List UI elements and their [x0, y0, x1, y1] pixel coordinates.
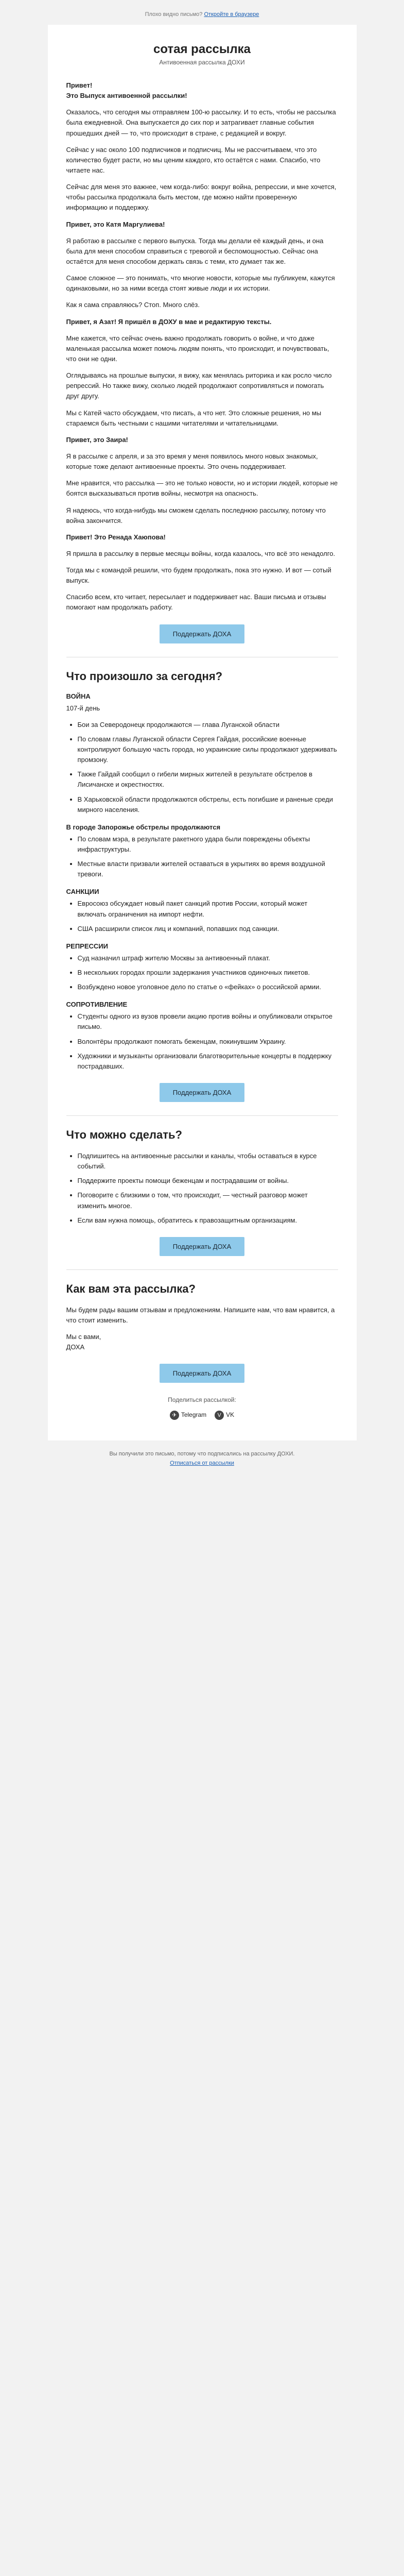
intro-paragraph: Привет, я Азат! Я пришёл в ДОХУ в мае и редактирую тексты.	[66, 317, 272, 326]
divider	[66, 1269, 338, 1270]
intro-paragraph: Я надеюсь, что когда-нибудь мы сможем сделать последнюю рассылку, потому что война закончится.	[66, 506, 326, 524]
top-text: Плохо видно письмо?	[145, 11, 203, 18]
intro-paragraph: Оказалось, что сегодня мы отправляем 100-ю рассылку. И то есть, чтобы не рассылка была ежедневной. Она выпускается до сих пор и затрагивает главные события прошедших дней — то, что происходит в стране, с редакцией и вокруг.	[66, 108, 336, 137]
email-title: сотая рассылка	[153, 42, 251, 56]
share-vk-label: VK	[226, 1411, 235, 1419]
list-item: • Подпишитесь на антивоенные рассылки и каналы, чтобы оставаться в курсе событий.	[78, 1151, 338, 1172]
footer-text: Вы получили это письмо, потому что подписались на рассылку ДОХИ.	[109, 1451, 295, 1458]
what-to-do-heading: Что можно сделать?	[66, 1128, 182, 1141]
intro-section	[66, 80, 338, 613]
intro-paragraph: Я пришла в рассылку в первые месяцы войны, когда казалось, что всё это ненадолго.	[66, 549, 336, 557]
top-banner	[0, 0, 404, 25]
resistance-list	[66, 1011, 338, 1072]
list-item: • По словам главы Луганской области Сергея Гайдая, российские военные контролируют большую часть города, но украинские силы продолжают удерживать промзону.	[78, 734, 338, 765]
intro-paragraph: Привет! Это Выпуск антивоенной рассылки!	[66, 81, 187, 100]
list-item: • По словам мэра, в результате ракетного удара были повреждены объекты инфраструктуры.	[78, 834, 338, 855]
intro-paragraph: Я в рассылке с апреля, и за это время у меня появилось много новых знакомых, которые тоже делают антивоенные проекты. Это очень поддерживает.	[66, 452, 318, 471]
support-button-2[interactable]: Поддержать ДОХА	[160, 1083, 245, 1102]
intro-paragraph: Привет, это Заира!	[66, 435, 128, 444]
support-button-4[interactable]: Поддержать ДОХА	[160, 1364, 245, 1383]
intro-paragraph: Сейчас у нас около 100 подписчиков и подписчиц. Мы не рассчитываем, что это количество будет расти, но мы ценим каждого, кто остаётся с нами. Спасибо, что читаете нас.	[66, 145, 321, 174]
intro-paragraph: Привет, это Катя Маргулиева!	[66, 220, 165, 228]
list-item: • Художники и музыканты организовали благотворительные концерты в поддержку пострадавших.	[78, 1051, 338, 1072]
list-item: • Возбуждено новое уголовное дело по статье о «фейках» о российской армии.	[78, 982, 338, 992]
list-item: • Местные власти призвали жителей оставаться в укрытиях во время воздушной тревоги.	[78, 859, 338, 879]
vk-icon: V	[215, 1411, 224, 1420]
divider	[66, 1115, 338, 1116]
what-to-do-list	[66, 1151, 338, 1226]
email-subtitle: Антивоенная рассылка ДОХИ	[159, 59, 245, 66]
footer	[0, 1440, 404, 1483]
war-day: 107-й день	[66, 704, 100, 712]
resistance-heading: СОПРОТИВЛЕНИЕ	[66, 1001, 128, 1009]
intro-paragraph: Оглядываясь на прошлые выпуски, я вижу, как менялась риторика и как росло число репрессий. Но также вижу, сколько людей продолжают сопротивляться и помогать друг другу.	[66, 371, 332, 400]
war-heading: ВОЙНА	[66, 692, 91, 700]
share-telegram-link[interactable]	[170, 1411, 206, 1420]
share-label: Поделиться рассылкой:	[168, 1396, 236, 1404]
intro-paragraph: Спасибо всем, кто читает, пересылает и поддерживает нас. Ваши письма и отзывы помогают нам продолжать работу.	[66, 593, 326, 612]
intro-paragraph: Мы с Катей часто обсуждаем, что писать, а что нет. Это сложные решения, но мы стараемся быть честными с нашими читателями и читательницами.	[66, 409, 322, 427]
intro-paragraph: Тогда мы с командой решили, что будем продолжать, пока это нужно. И вот — сотый выпуск.	[66, 566, 331, 585]
list-item: • Также Гайдай сообщил о гибели мирных жителей в результате обстрелов в Лисичанске и окрестностях.	[78, 769, 338, 790]
repressions-list	[66, 953, 338, 992]
list-item: • В Харьковской области продолжаются обстрелы, есть погибшие и раненые среди мирного населения.	[78, 794, 338, 815]
intro-paragraph: Привет! Это Ренада Хаюпова!	[66, 533, 166, 541]
sanctions-list	[66, 899, 338, 934]
telegram-icon: ✈	[170, 1411, 179, 1420]
list-item: • Волонтёры продолжают помогать беженцам, покинувшим Украину.	[78, 1037, 338, 1047]
intro-paragraph: Мне нравится, что рассылка — это не только новости, но и истории людей, которые не боятся высказываться против войны, несмотря на опасность.	[66, 479, 338, 498]
what-happened-heading: Что произошло за сегодня?	[66, 669, 223, 683]
unsubscribe-link[interactable]: Отписаться от рассылки	[170, 1460, 234, 1466]
intro-paragraph: Самое сложное — это понимать, что многие новости, которые мы публикуем, кажутся одинаковыми, но за ними всегда стоят живые люди и их истории.	[66, 274, 335, 293]
support-button[interactable]: Поддержать ДОХА	[160, 624, 245, 643]
repressions-heading: РЕПРЕССИИ	[66, 942, 108, 950]
intro-paragraph: Я работаю в рассылке с первого выпуска. Тогда мы делали её каждый день, и она была для меня способом справиться с тревогой и беспомощностью. Сейчас она остаётся для меня способом держать связь с теми, кто думает так же.	[66, 236, 324, 265]
email-container	[48, 25, 357, 1440]
list-item: • США расширили список лиц и компаний, попавших под санкции.	[78, 924, 338, 934]
intro-paragraph: Как я сама справляюсь? Стоп. Много слёз.	[66, 301, 200, 309]
list-item: • Если вам нужна помощь, обратитесь к правозащитным организациям.	[78, 1215, 338, 1226]
intro-paragraph: Мне кажется, что сейчас очень важно продолжать говорить о войне, и что даже маленькая рассылка может помочь людям понять, что происходит, и почувствовать, что они не одни.	[66, 334, 329, 363]
sanctions-heading: САНКЦИИ	[66, 888, 99, 896]
list-item: • Поддержите проекты помощи беженцам и пострадавшим от войны.	[78, 1176, 338, 1186]
share-row	[66, 1411, 338, 1420]
feedback-heading: Как вам эта рассылка?	[66, 1282, 196, 1295]
list-item: • Евросоюз обсуждает новый пакет санкций против России, который может включать ограничения на импорт нефти.	[78, 899, 338, 919]
share-telegram-label: Telegram	[181, 1411, 207, 1419]
feedback-text: Мы будем рады вашим отзывам и предложениям. Напишите нам, что вам нравится, а что стоит изменить.	[66, 1306, 335, 1324]
list-item: • Суд назначил штраф жителю Москвы за антивоенный плакат.	[78, 953, 338, 963]
list-item: • Поговорите с близкими о том, что происходит, — честный разговор может изменить многое.	[78, 1190, 338, 1211]
list-item: • Бои за Северодонецк продолжаются — глава Луганской области	[78, 720, 338, 730]
open-in-browser-link[interactable]: Откройте в браузере	[204, 11, 259, 18]
intro-paragraph: Сейчас для меня это важнее, чем когда-либо: вокруг война, репрессии, и мне хочется, чтобы рассылка продолжала быть местом, где можно найти проверенную информацию и поддержку.	[66, 183, 337, 212]
civilians-heading: В городе Запорожье обстрелы продолжаются	[66, 823, 221, 831]
list-item: • Студенты одного из вузов провели акцию против войны и опубликовали открытое письмо.	[78, 1011, 338, 1032]
closing-text: Мы с вами, ДОХА	[66, 1333, 101, 1351]
share-vk-link[interactable]	[215, 1411, 234, 1420]
support-button-3[interactable]: Поддержать ДОХА	[160, 1237, 245, 1256]
war-list	[66, 720, 338, 815]
civilians-list	[66, 834, 338, 880]
list-item: • В нескольких городах прошли задержания участников одиночных пикетов.	[78, 968, 338, 978]
